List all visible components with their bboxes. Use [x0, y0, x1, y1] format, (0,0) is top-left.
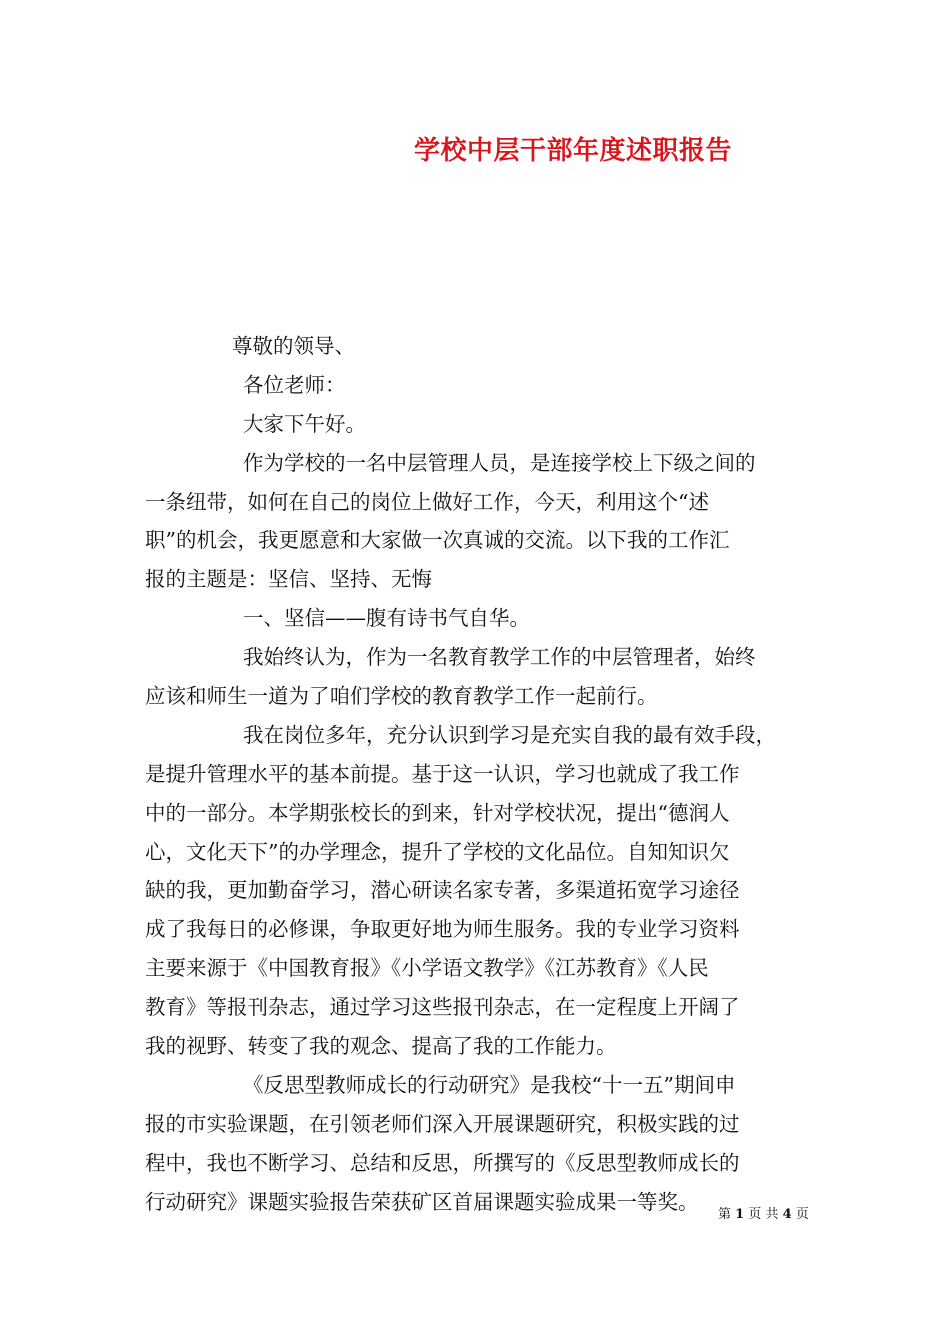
footer-prefix: 第	[718, 1207, 732, 1222]
paragraph-line: 作为学校的一名中层管理人员，是连接学校上下级之间的	[243, 450, 756, 475]
paragraph-line: 应该和师生一道为了咱们学校的教育教学工作一起前行。	[145, 684, 658, 709]
total-page-number: 4	[782, 1207, 792, 1222]
paragraph-line: 职”的机会，我更愿意和大家做一次真诚的交流。以下我的工作汇	[145, 528, 730, 553]
paragraph-line: 程中，我也不断学习、总结和反思，所撰写的《反思型教师成长的	[145, 1150, 740, 1175]
salutation-line: 尊敬的领导、	[232, 334, 355, 358]
document-body	[145, 327, 809, 1221]
paragraph-line: 一条纽带，如何在自己的岗位上做好工作，今天，利用这个“述	[145, 489, 709, 514]
page-number-footer	[718, 1206, 809, 1224]
paragraph-line: 是提升管理水平的基本前提。基于这一认识，学习也就成了我工作	[145, 761, 740, 786]
paragraph-line: 报的主题是：坚信、坚持、无悔	[145, 567, 432, 592]
paragraph-line: 主要来源于《中国教育报》《小学语文教学》《江苏教育》《人民	[145, 956, 709, 981]
paragraph-line: 我在岗位多年，充分认识到学习是充实自我的最有效手段，	[243, 722, 776, 747]
paragraph-line: 报的市实验课题，在引领老师们深入开展课题研究，积极实践的过	[145, 1111, 740, 1136]
salutation-line: 各位老师：	[243, 372, 346, 397]
paragraph-line: 中的一部分。本学期张校长的到来，针对学校状况，提出“德润人	[145, 800, 730, 825]
paragraph-line: 《反思型教师成长的行动研究》是我校“十一五”期间申	[243, 1072, 736, 1097]
paragraph-line: 行动研究》课题实验报告荣获矿区首届课题实验成果一等奖。	[145, 1189, 699, 1214]
footer-middle: 页 共	[748, 1207, 779, 1222]
section-heading: 一、坚信——腹有诗书气自华。	[243, 606, 530, 631]
paragraph-line: 成了我每日的必修课，争取更好地为师生服务。我的专业学习资料	[145, 917, 740, 942]
greeting-line: 大家下午好。	[243, 411, 366, 436]
footer-suffix: 页	[795, 1207, 809, 1222]
paragraph-line: 我始终认为，作为一名教育教学工作的中层管理者，始终	[243, 645, 756, 670]
paragraph-line: 缺的我，更加勤奋学习，潜心研读名家专著，多渠道拓宽学习途径	[145, 878, 740, 903]
paragraph-line: 心，文化天下”的办学理念，提升了学校的文化品位。自知知识欠	[145, 839, 730, 864]
page-title: 学校中层干部年度述职报告	[414, 136, 733, 166]
paragraph-line: 教育》等报刊杂志，通过学习这些报刊杂志，在一定程度上开阔了	[145, 995, 740, 1020]
current-page-number: 1	[735, 1207, 745, 1222]
paragraph-line: 我的视野、转变了我的观念、提高了我的工作能力。	[145, 1034, 617, 1059]
